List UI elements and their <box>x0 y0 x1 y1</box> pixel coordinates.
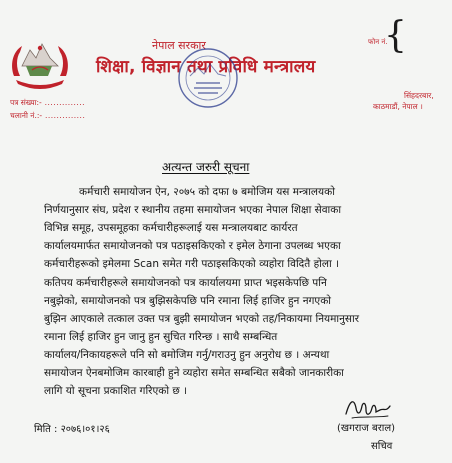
notice-line: निर्णयानुसार संघ, प्रदेश र स्थानीय तहमा समायोजन भएका नेपाल शिक्षा सेवाका <box>44 204 342 216</box>
government-title: नेपाल सरकार <box>152 39 206 52</box>
notice-line: बुझिन आएकाले तत्काल उक्त पत्र बुझी समायोजन भएको तह/निकायमा नियमानुसार <box>44 313 360 325</box>
ministry-seal-icon <box>176 46 240 110</box>
notice-line: समायोजन ऐनबमोजिम कारबाही हुने व्यहोरा समेत सम्बन्धित सबैको जानकारीका <box>44 367 344 379</box>
reference-dots: .............. <box>41 98 86 107</box>
phone-label: फोन नं. <box>368 38 388 46</box>
notice-line: कार्यालयमार्फत समायोजनको पत्र पठाइसकिएको र इमेल ठेगाना उपलब्ध भएका <box>44 240 341 252</box>
address-line-2: काठमाडौं, नेपाल । <box>373 102 423 111</box>
notice-line: कार्यालय/निकायहरूले पनि सो बमोजिम गर्नु/गराउनु हुन अनुरोध छ । अन्यथा <box>44 349 330 361</box>
dispatch-dots: .............. <box>42 111 86 120</box>
dispatch-label-text: चलानी नं.:- <box>10 111 43 120</box>
notice-line: नबुझेको, समायोजनको पत्र बुझिसकेपछि पनि रमाना लिई हाजिर हुन नगएको <box>44 295 332 307</box>
notice-line: विभिन्न समूह, उपसमूहका कर्मचारीहरूलाई यस मन्त्रालयबाट कार्यरत <box>44 222 298 234</box>
notice-date: मिति : २०७६।०१।२६ <box>34 424 110 435</box>
reference-label-text: पत्र संख्या:- <box>10 98 42 107</box>
ministry-title: शिक्षा, विज्ञान तथा प्रविधि मन्त्रालय <box>96 57 316 77</box>
notice-line: रमाना लिई हाजिर हुन जानु हुन सुचित गरिन्छ । साथै सम्बन्धित <box>44 331 278 343</box>
phone-brace: { <box>384 15 407 56</box>
notice-line: कर्मचारीहरूको इमेलमा Scan समेत गरी पठाइसकिएको व्यहोरा विदितै होला । <box>44 258 340 270</box>
reference-number-label <box>10 98 85 108</box>
notice-line: कतिपय कर्मचारीहरूले समायोजनको पत्र कार्यालयमा प्राप्त भइसकेपछि पनि <box>44 277 327 289</box>
nepal-emblem-icon <box>8 36 72 92</box>
signer-designation: सचिव <box>371 441 393 452</box>
notice-title: अत्यन्त जरुरी सूचना <box>162 160 250 174</box>
address-line-1: सिंहदरबार, <box>404 91 434 100</box>
dispatch-number-label <box>10 111 85 121</box>
signer-name: (खगराज बराल) <box>337 423 396 434</box>
notice-line: कर्मचारी समायोजन ऐन, २०७५ को दफा ७ बमोजिम यस मन्त्रालयको <box>79 186 335 198</box>
notice-line: लागि यो सूचना प्रकाशित गरिएको छ । <box>44 385 188 397</box>
